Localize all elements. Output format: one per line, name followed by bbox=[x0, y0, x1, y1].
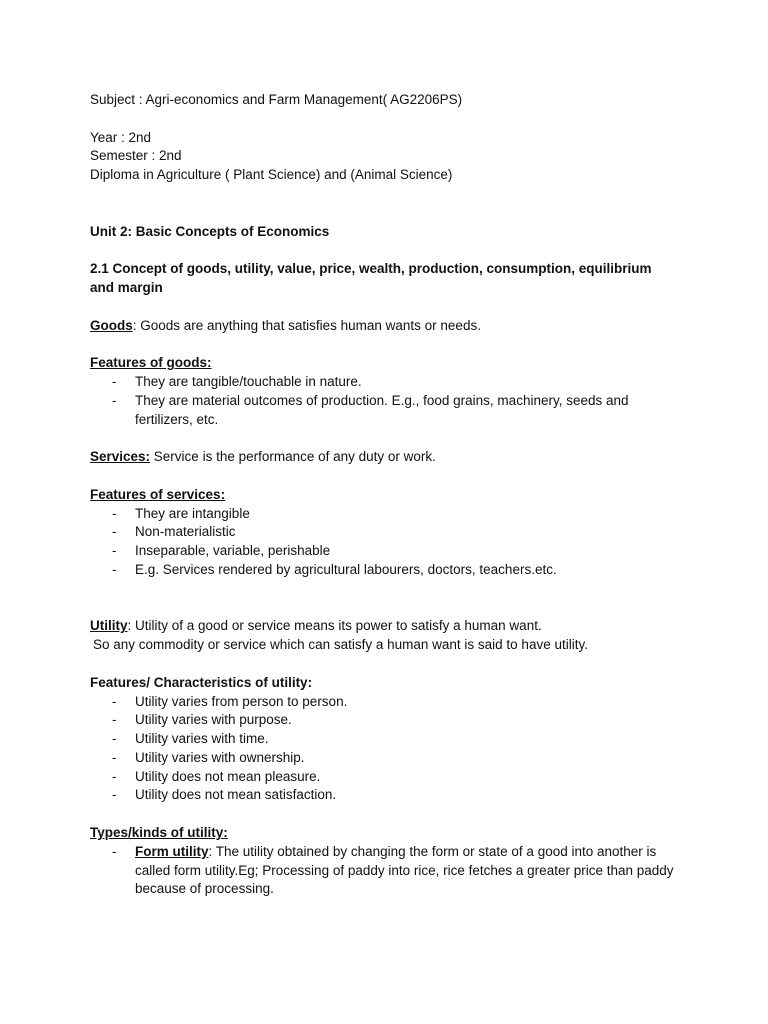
spacer bbox=[90, 467, 680, 486]
utility-types-list bbox=[90, 843, 680, 899]
dash-bullet: - bbox=[112, 561, 117, 577]
dash-bullet: - bbox=[112, 543, 117, 559]
spacer bbox=[90, 580, 680, 599]
services-definition-text: Service is the performance of any duty or work. bbox=[150, 449, 436, 465]
spacer bbox=[90, 298, 680, 317]
spacer bbox=[90, 241, 680, 260]
utility-definition-text: : Utility of a good or service means its power to satisfy a human want. bbox=[127, 618, 542, 634]
semester-line: Semester : 2nd bbox=[90, 148, 182, 164]
utility-term: Utility bbox=[90, 618, 128, 634]
list-item: - Inseparable, variable, perishable bbox=[90, 542, 680, 561]
utility-features-list bbox=[90, 693, 680, 806]
list-item: - Utility varies from person to person. bbox=[90, 693, 680, 712]
spacer bbox=[90, 335, 680, 354]
list-item: - Utility varies with purpose. bbox=[90, 711, 680, 730]
list-item: - They are material outcomes of production. E.g., food grains, machinery, seeds and fertilizers, etc. bbox=[112, 392, 629, 427]
form-utility-term: Form utility bbox=[135, 843, 209, 859]
spacer bbox=[90, 655, 680, 674]
list-item: - Non-materialistic bbox=[90, 523, 680, 542]
list-item: - E.g. Services rendered by agricultural labourers, doctors, teachers.etc. bbox=[90, 561, 680, 580]
dash-bullet: - bbox=[112, 749, 117, 765]
dash-bullet: - bbox=[112, 693, 117, 709]
unit-title: Unit 2: Basic Concepts of Economics bbox=[90, 223, 330, 239]
dash-bullet: - bbox=[112, 373, 117, 389]
utility-definition bbox=[90, 617, 680, 636]
utility-types-heading: Types/kinds of utility: bbox=[90, 825, 228, 841]
utility-definition-2: So any commodity or service which can satisfy a human want is said to have utility. bbox=[93, 637, 588, 653]
dash-bullet: - bbox=[112, 392, 117, 408]
list-item: - Utility does not mean satisfaction. bbox=[90, 786, 680, 805]
spacer bbox=[90, 599, 680, 618]
spacer bbox=[90, 185, 680, 204]
dash-bullet: - bbox=[112, 768, 117, 784]
goods-term: Goods bbox=[90, 317, 133, 333]
form-utility-text: : The utility obtained by changing the form or state of a good into another is called form utility.Eg; Processing of paddy into rice, rice fetches a greater price than paddy because of processing. bbox=[135, 843, 674, 897]
goods-features-list bbox=[90, 373, 680, 429]
dash-bullet: - bbox=[112, 731, 117, 747]
list-item: - They are intangible bbox=[90, 505, 680, 524]
dash-bullet: - bbox=[112, 505, 117, 521]
spacer bbox=[90, 204, 680, 223]
services-features-list bbox=[90, 505, 680, 580]
subject-line: Subject : Agri-economics and Farm Management( AG2206PS) bbox=[90, 92, 463, 107]
goods-definition bbox=[90, 317, 680, 336]
dash-bullet: - bbox=[112, 843, 117, 859]
list-item bbox=[90, 843, 675, 899]
list-item: - Utility does not mean pleasure. bbox=[90, 768, 680, 787]
list-item: - Utility varies with time. bbox=[90, 730, 680, 749]
document-page bbox=[90, 91, 680, 899]
utility-features-heading: Features/ Characteristics of utility: bbox=[90, 674, 313, 690]
services-features-heading: Features of services: bbox=[90, 486, 226, 502]
dash-bullet: - bbox=[112, 787, 117, 803]
dash-bullet: - bbox=[112, 712, 117, 728]
spacer bbox=[90, 805, 680, 824]
spacer bbox=[90, 110, 680, 129]
services-definition bbox=[90, 448, 680, 467]
services-term: Services: bbox=[90, 449, 151, 465]
list-item: - Utility varies with ownership. bbox=[90, 749, 680, 768]
spacer bbox=[90, 429, 680, 448]
list-item: - They are tangible/touchable in nature. bbox=[90, 373, 680, 392]
year-line: Year : 2nd bbox=[90, 129, 152, 145]
diploma-line: Diploma in Agriculture ( Plant Science) and (Animal Science) bbox=[90, 167, 453, 183]
goods-definition-text: : Goods are anything that satisfies human wants or needs. bbox=[132, 317, 481, 333]
goods-features-heading: Features of goods: bbox=[90, 355, 212, 371]
section-title: 2.1 Concept of goods, utility, value, price, wealth, production, consumption, equilibrium and margin bbox=[90, 261, 652, 295]
dash-bullet: - bbox=[112, 524, 117, 540]
